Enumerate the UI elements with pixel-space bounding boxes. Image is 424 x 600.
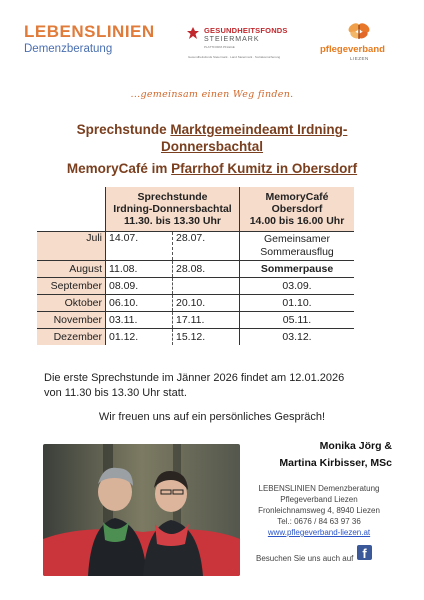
contact-line-phone: Tel.: 0676 / 84 63 97 36	[277, 517, 361, 526]
gesundheitsfonds-logo-title: GESUNDHEITSFONDS	[204, 26, 288, 35]
slogan: ...gemeinsam einen Weg finden.	[130, 89, 294, 100]
note-line-1: Die erste Sprechstunde im Jänner 2026 findet am 12.01.2026	[44, 372, 345, 384]
gesundheitsfonds-logo-footer: Gesundheitsfonds Steiermark · Land Steiermark · Sozialversicherung	[188, 55, 281, 59]
table-header-sprechstunde-line1: Sprechstunde	[137, 191, 208, 203]
heading-memorycafe-prefix: MemoryCafé im	[66, 161, 172, 176]
table-row-cafe: 05.11.	[240, 312, 355, 329]
signature-name-2: Martina Kirbisser, MSc	[279, 457, 392, 469]
heading-sprechstunde-location: Marktgemeindeamt Irdning-	[170, 122, 348, 137]
table-header-memorycafe-line2: Obersdorf	[271, 203, 323, 215]
table-row-date2: 15.12.	[173, 329, 240, 346]
table-header-sprechstunde	[106, 187, 240, 232]
table-header-sprechstunde-line3: 11.30. bis 13.30 Uhr	[124, 215, 221, 227]
table-row-date1: 06.10.	[106, 295, 173, 312]
table-header-memorycafe-line3: 14.00 bis 16.00 Uhr	[249, 215, 345, 227]
table-row-month: September	[37, 278, 106, 295]
table-row	[37, 295, 354, 312]
table-row-month: August	[37, 261, 106, 278]
gesundheitsfonds-logo-icon	[186, 26, 200, 40]
table-row-cafe: 01.10.	[240, 295, 355, 312]
signature-name-1: Monika Jörg &	[319, 440, 392, 452]
pflegeverband-logo-subtitle: LIEZEN	[350, 56, 369, 61]
table-row-month: Oktober	[37, 295, 106, 312]
note-line-2: von 11.30 bis 13.30 Uhr statt.	[44, 387, 187, 399]
table-row-month: Dezember	[37, 329, 106, 346]
contact-block	[246, 483, 392, 538]
table-row-cafe: 03.12.	[240, 329, 355, 346]
gesundheitsfonds-logo-tagline: PLATTFORM·PFLEGE	[204, 45, 235, 49]
table-row-date2: 20.10.	[173, 295, 240, 312]
closing-text: Wir freuen uns auf ein persönliches Gespräch!	[98, 411, 326, 423]
team-photo	[43, 444, 240, 576]
table-row-cafe-line2: Sommerausflug	[260, 246, 334, 258]
table-row-date2	[173, 278, 240, 295]
lebenslinien-logo-subtitle: Demenzberatung	[24, 43, 113, 55]
table-row-cafe-line1: Gemeinsamer	[264, 233, 330, 245]
table-row	[37, 312, 354, 329]
table-header-row	[37, 187, 354, 232]
table-row	[37, 329, 354, 346]
pflegeverband-flower-icon	[346, 20, 372, 42]
heading-sprechstunde-prefix: Sprechstunde	[76, 122, 171, 137]
table-header-memorycafe-line1: MemoryCafé	[265, 191, 329, 203]
table-header-empty	[37, 187, 106, 232]
pflegeverband-logo-title: pflegeverband	[320, 44, 385, 55]
table-row	[37, 261, 354, 278]
facebook-text: Besuchen Sie uns auch auf	[256, 554, 354, 563]
table-row-date2: 17.11.	[173, 312, 240, 329]
contact-line-address: Fronleichnamsweg 4, 8940 Liezen	[258, 506, 380, 515]
table-header-sprechstunde-line2: Irdning-Donnersbachtal	[113, 203, 232, 215]
schedule-table	[37, 187, 354, 345]
heading-sprechstunde-location-2: Donnersbachtal	[160, 139, 264, 154]
lebenslinien-logo-title: LEBENSLINIEN	[24, 22, 155, 41]
table-row-cafe: Sommerpause	[240, 261, 355, 278]
table-row-cafe	[240, 232, 355, 261]
facebook-icon[interactable]: f	[357, 545, 372, 560]
contact-line-org: LEBENSLINIEN Demenzberatung	[258, 484, 380, 493]
heading-memorycafe-location: Pfarrhof Kumitz in Obersdorf	[171, 161, 358, 176]
table-header-memorycafe	[240, 187, 355, 232]
heading-memorycafe	[40, 160, 384, 177]
table-row-month: November	[37, 312, 106, 329]
heading-sprechstunde	[40, 121, 384, 155]
table-row-date2: 28.08.	[173, 261, 240, 278]
note-paragraph	[44, 371, 384, 401]
gesundheitsfonds-logo-subtitle: STEIERMARK	[204, 36, 260, 43]
website-link[interactable]: www.pflegeverband-liezen.at	[267, 528, 371, 537]
table-row	[37, 278, 354, 295]
table-row-date1: 01.12.	[106, 329, 173, 346]
table-row-date1: 14.07.	[106, 232, 173, 261]
contact-line-association: Pflegeverband Liezen	[280, 495, 358, 504]
table-row-date2: 28.07.	[173, 232, 240, 261]
table-row-date1: 11.08.	[106, 261, 173, 278]
table-row	[37, 232, 354, 261]
table-row-date1: 03.11.	[106, 312, 173, 329]
table-row-month: Juli	[37, 232, 106, 261]
table-row-cafe: 03.09.	[240, 278, 355, 295]
table-row-date1: 08.09.	[106, 278, 173, 295]
